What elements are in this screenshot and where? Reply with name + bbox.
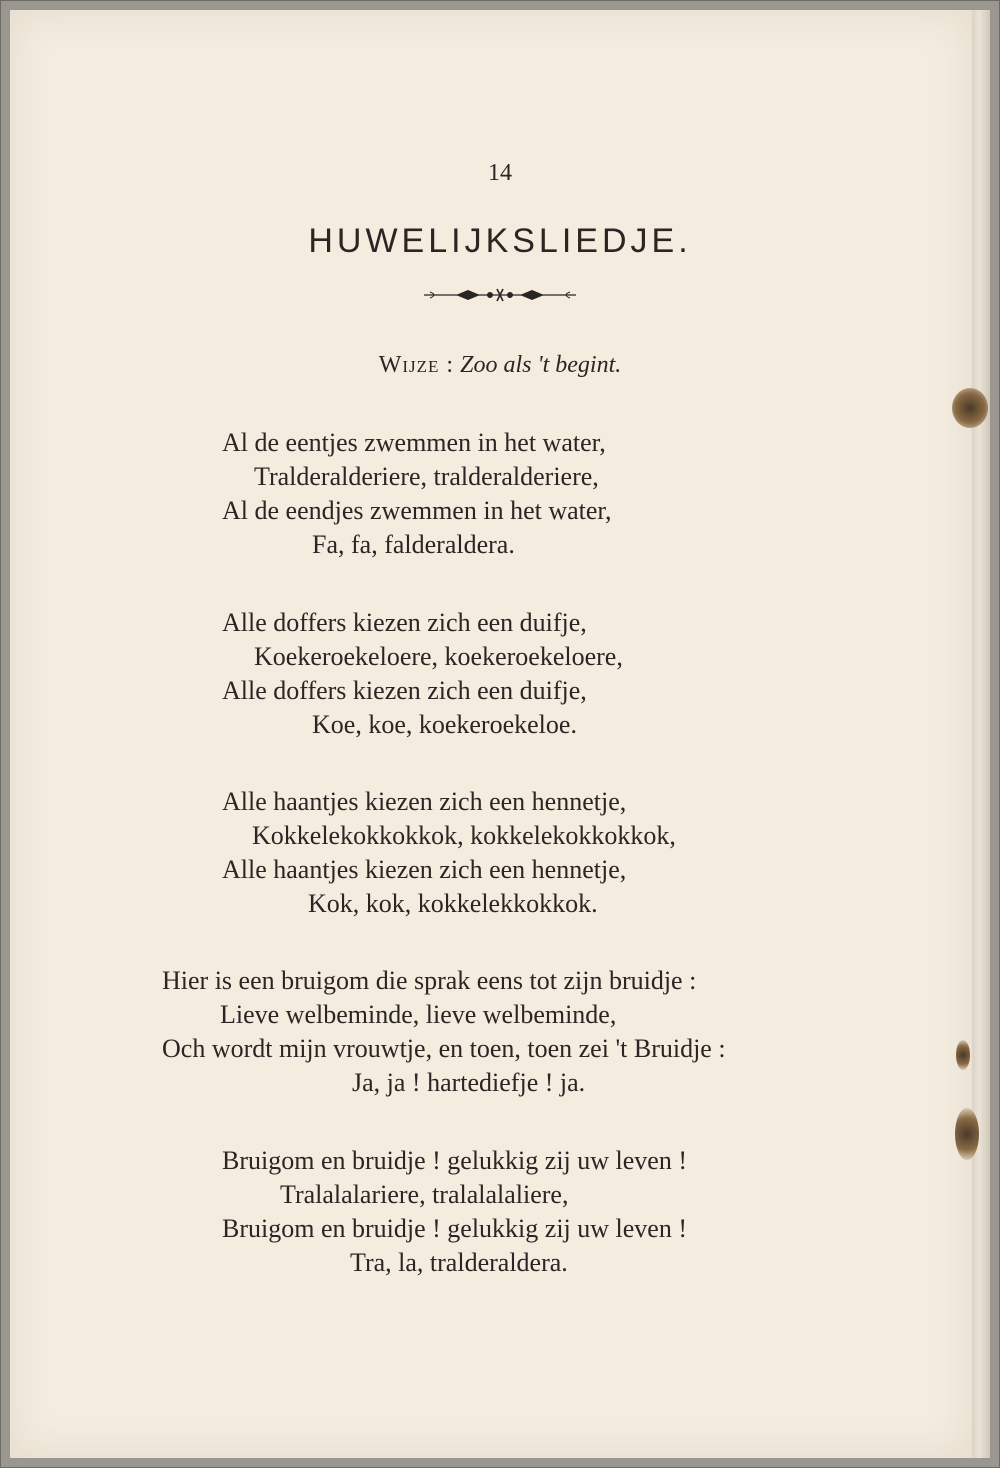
verse-line: Al de eendjes zwemmen in het water, <box>222 496 612 525</box>
verse-line: Al de eentjes zwemmen in het water, <box>222 428 606 457</box>
verse-line: Och wordt mijn vrouwtje, en toen, toen zei 't Bruidje : <box>162 1034 726 1063</box>
verse-line: Koekeroekeloere, koekeroekeloere, <box>254 642 623 671</box>
page-title: HUWELIJKSLIEDJE. <box>308 222 692 260</box>
verse-2 <box>222 606 623 742</box>
stain-mark <box>955 1108 979 1160</box>
verse-line: Alle doffers kiezen zich een duifje, <box>222 676 587 705</box>
verse-line: Ja, ja ! hartediefje ! ja. <box>352 1068 586 1097</box>
tune-label: Wijze : <box>378 352 455 378</box>
verse-5 <box>222 1144 687 1280</box>
verse-line: Bruigom en bruidje ! gelukkig zij uw leven ! <box>222 1214 688 1243</box>
verse-line: Tra, la, tralderaldera. <box>350 1248 568 1277</box>
page-number: 14 <box>488 160 512 186</box>
verse-1 <box>222 426 612 562</box>
tune-name: Zoo als 't begint. <box>460 352 622 378</box>
verse-line: Kok, kok, kokkelekkokkok. <box>308 889 598 918</box>
verse-line: Tralderalderiere, tralderalderiere, <box>254 462 599 491</box>
verse-line: Lieve welbeminde, lieve welbeminde, <box>220 1000 617 1029</box>
verse-line: Alle doffers kiezen zich een duifje, <box>222 608 587 637</box>
ornament-divider-icon <box>420 286 580 304</box>
verse-3 <box>222 785 676 921</box>
tune-line <box>0 352 1000 379</box>
verse-line: Koe, koe, koekeroekeloe. <box>312 710 577 739</box>
stain-mark <box>956 1040 970 1070</box>
verse-line: Kokkelekokkokkok, kokkelekokkokkok, <box>252 821 676 850</box>
verse-line: Bruigom en bruidje ! gelukkig zij uw leven ! <box>222 1146 688 1175</box>
verse-line: Fa, fa, falderaldera. <box>312 530 515 559</box>
verse-line: Alle haantjes kiezen zich een hennetje, <box>222 787 627 816</box>
verse-4 <box>162 964 726 1100</box>
verse-line: Alle haantjes kiezen zich een hennetje, <box>222 855 627 884</box>
verse-line: Hier is een bruigom die sprak eens tot zijn bruidje : <box>162 966 697 995</box>
verse-line: Tralalalariere, tralalalaliere, <box>280 1180 569 1209</box>
stain-mark <box>952 388 988 428</box>
